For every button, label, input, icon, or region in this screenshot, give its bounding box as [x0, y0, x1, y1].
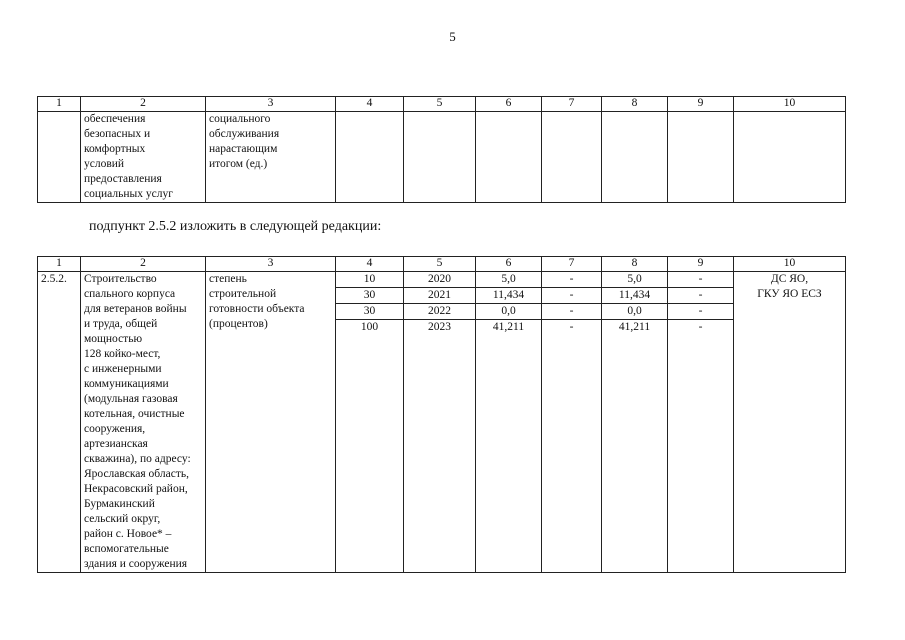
- header-cell: 7: [542, 257, 602, 272]
- text-line: Бурмакинский: [84, 498, 155, 510]
- value-cell: -: [668, 272, 733, 288]
- text-line: вспомогательные: [84, 543, 169, 555]
- cell-empty: [668, 112, 734, 203]
- header-cell: 6: [476, 97, 542, 112]
- cell-target-values: [336, 272, 404, 573]
- header-row: [38, 97, 846, 112]
- value-cell: 100: [360, 321, 379, 333]
- value-cell: 0,0: [602, 304, 667, 320]
- value-cell: -: [668, 288, 733, 304]
- value-cell: 5,0: [476, 272, 541, 288]
- cell-executors: [734, 272, 846, 573]
- text-line: условий: [84, 158, 125, 170]
- header-cell: 3: [206, 257, 336, 272]
- header-cell: 8: [602, 257, 668, 272]
- value-cell: 2023: [428, 321, 451, 333]
- header-row: [38, 257, 846, 272]
- value-cell: -: [542, 272, 601, 288]
- text-line: безопасных и: [84, 128, 151, 140]
- cell-col9: [668, 272, 734, 573]
- header-cell: 7: [542, 97, 602, 112]
- header-cell: 8: [602, 97, 668, 112]
- cell-col8: [602, 272, 668, 573]
- text-line: для ветеранов войны: [84, 303, 187, 315]
- main-table: [37, 256, 846, 573]
- text-line: спального корпуса: [84, 288, 176, 300]
- text-line: здания и сооружения: [84, 558, 188, 570]
- header-cell: 10: [734, 97, 846, 112]
- text-line: коммуникациями: [84, 378, 169, 390]
- text-line: с инженерными: [84, 363, 162, 375]
- header-cell: 2: [81, 97, 206, 112]
- text-line: обслуживания: [209, 128, 280, 140]
- value-cell: -: [698, 321, 703, 333]
- text-line: строительной: [209, 288, 277, 300]
- value-cell: 41,211: [492, 321, 525, 333]
- value-cell: -: [569, 321, 574, 333]
- value-cell: -: [542, 288, 601, 304]
- text-line: район с. Новое* –: [84, 528, 172, 540]
- text-line: обеспечения: [84, 113, 146, 125]
- header-cell: 9: [668, 97, 734, 112]
- header-cell: 4: [336, 97, 404, 112]
- value-cell: 5,0: [602, 272, 667, 288]
- text-line: ДС ЯО,: [770, 273, 809, 285]
- cell-total: [476, 272, 542, 573]
- text-line: ГКУ ЯО ЕСЗ: [757, 288, 822, 300]
- cell-empty: [38, 112, 81, 203]
- header-cell: 5: [404, 97, 476, 112]
- header-cell: 3: [206, 97, 336, 112]
- cell-empty: [542, 112, 602, 203]
- value-cell: 30: [336, 304, 403, 320]
- cell-years: [404, 272, 476, 573]
- text-line: социальных услуг: [84, 188, 173, 200]
- value-cell: 0,0: [476, 304, 541, 320]
- text-line: сооружения,: [84, 423, 146, 435]
- value-cell: 2021: [404, 288, 475, 304]
- header-cell: 1: [38, 257, 81, 272]
- value-cell: -: [668, 304, 733, 320]
- cell-col7: [542, 272, 602, 573]
- cell-empty: [404, 112, 476, 203]
- header-cell: 1: [38, 97, 81, 112]
- value-cell: -: [542, 304, 601, 320]
- value-cell: 41,211: [618, 321, 651, 333]
- text-line: готовности объекта: [209, 303, 305, 315]
- text-line: скважина), по адресу:: [84, 453, 191, 465]
- cell-indicator: [206, 112, 336, 203]
- text-line: Некрасовский район,: [84, 483, 188, 495]
- page-number: 5: [449, 29, 456, 44]
- text-line: Строительство: [84, 273, 157, 285]
- table-row: [38, 112, 846, 203]
- header-cell: 5: [404, 257, 476, 272]
- text-line: 128 койко-мест,: [84, 348, 161, 360]
- text-line: социального: [209, 113, 271, 125]
- text-line: предоставления: [84, 173, 162, 185]
- cell-empty: [602, 112, 668, 203]
- text-line: итогом (ед.): [209, 158, 268, 170]
- value-cell: 2020: [404, 272, 475, 288]
- cell-row-number: 2.5.2.: [38, 272, 81, 573]
- cell-empty: [476, 112, 542, 203]
- text-line: нарастающим: [209, 143, 278, 155]
- text-line: котельная, очистные: [84, 408, 185, 420]
- header-cell: 10: [734, 257, 846, 272]
- cell-description: [81, 272, 206, 573]
- cell-empty: [734, 112, 846, 203]
- header-cell: 2: [81, 257, 206, 272]
- text-line: мощностью: [84, 333, 143, 345]
- cell-empty: [336, 112, 404, 203]
- value-cell: 11,434: [602, 288, 667, 304]
- value-cell: 2022: [404, 304, 475, 320]
- continuation-table: [37, 96, 846, 203]
- header-cell: 4: [336, 257, 404, 272]
- text-line: комфортных: [84, 143, 146, 155]
- value-cell: 10: [336, 272, 403, 288]
- instruction-text: подпункт 2.5.2 изложить в следующей редакции:: [89, 219, 382, 234]
- text-line: артезианская: [84, 438, 148, 450]
- text-line: (процентов): [209, 318, 268, 330]
- text-line: (модульная газовая: [84, 393, 178, 405]
- text-line: Ярославская область,: [84, 468, 189, 480]
- table-row: [38, 272, 846, 573]
- text-line: сельский округ,: [84, 513, 161, 525]
- text-line: и труда, общей: [84, 318, 158, 330]
- cell-indicator: [206, 272, 336, 573]
- value-cell: 11,434: [476, 288, 541, 304]
- header-cell: 6: [476, 257, 542, 272]
- value-cell: 30: [336, 288, 403, 304]
- text-line: степень: [209, 273, 247, 285]
- header-cell: 9: [668, 257, 734, 272]
- cell-description: [81, 112, 206, 203]
